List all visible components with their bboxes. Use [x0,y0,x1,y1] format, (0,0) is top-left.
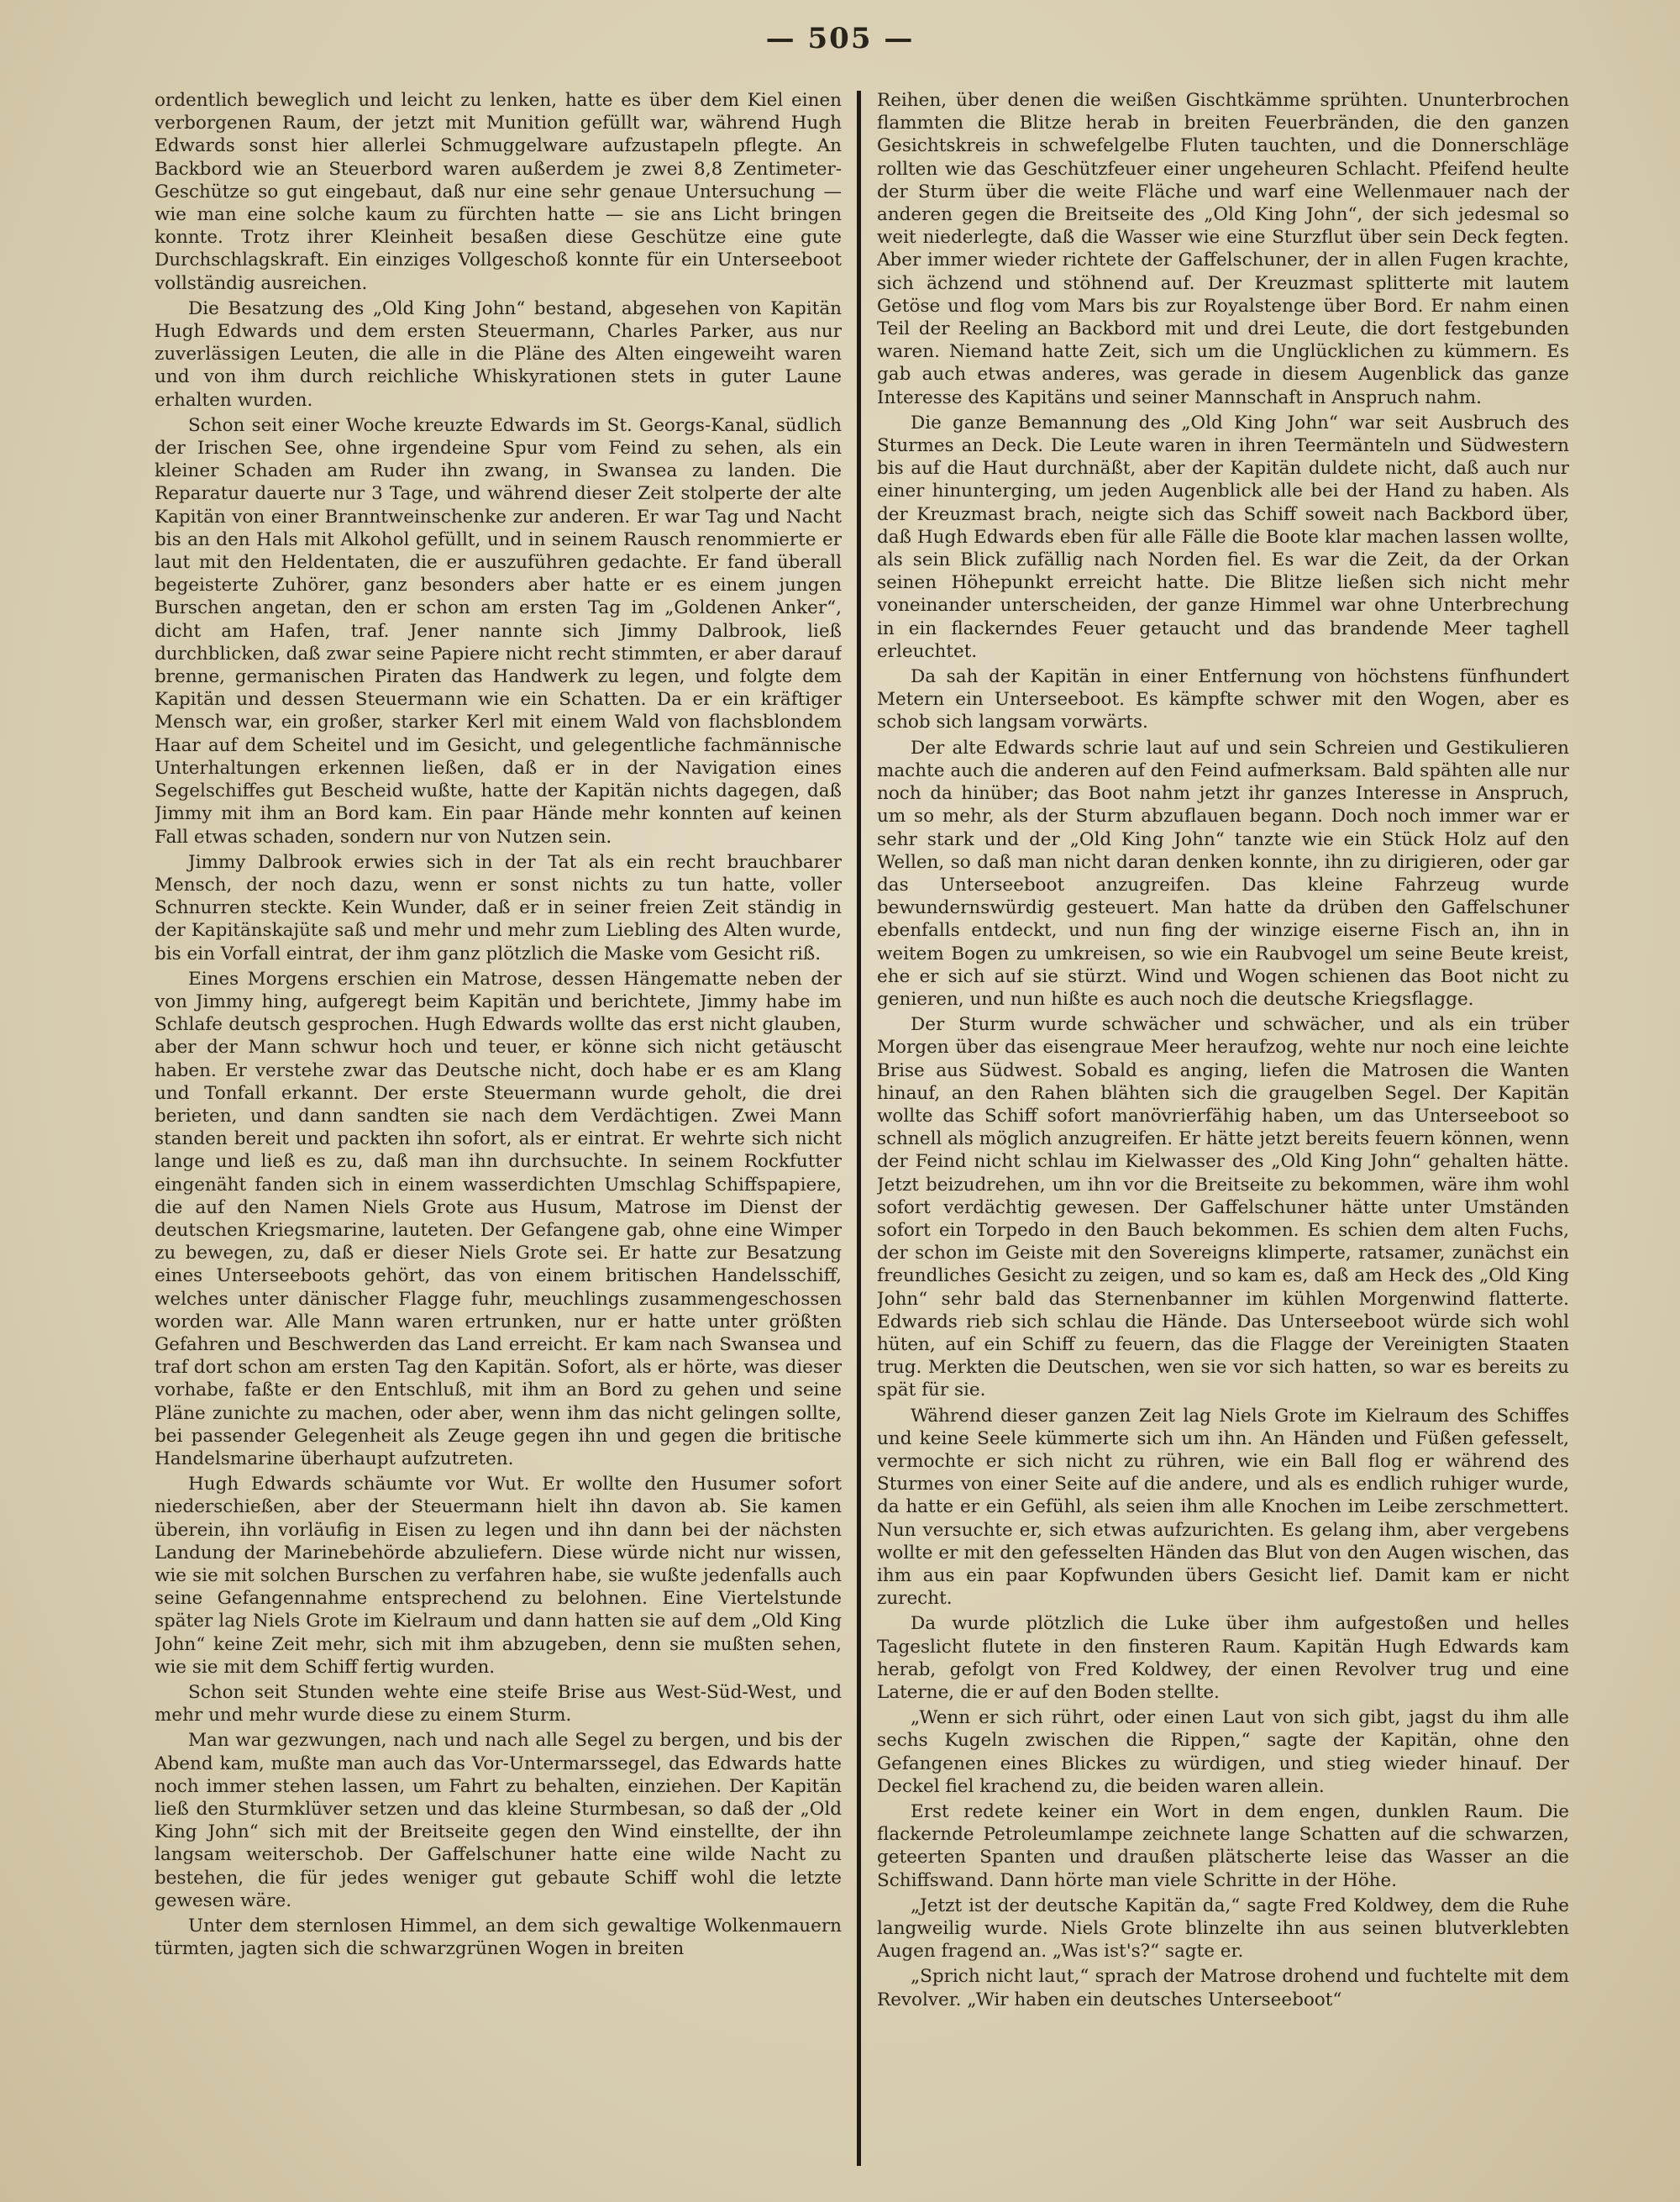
paragraph: „Jetzt ist der deutsche Kapitän da,“ sagte Fred Koldwey, dem die Ruhe langweilig wurde. Niels Grote blinzelte ihn aus seinen blutverklebten Augen fragend an. „Was ist's?“ sagte er. [877,1895,1569,1963]
text-column-left [155,89,842,2167]
paragraph: Reihen, über denen die weißen Gischtkämme sprühten. Ununterbrochen flammten die Blitze herab in breiten Feuerbränden, die den ganzen Gesichtskreis in schwefelgelbe Fluten tauchten, und die Donnerschläge rollten wie das Geschützfeuer einer ungeheuren Schlacht. Pfeifend heulte der Sturm über die weite Fläche und warf eine Wellenmauer nach der anderen gegen die Breitseite des „Old King John“, der sich jedesmal so weit niederlegte, daß die Wasser wie eine Sturzflut über sein Deck fegten. Aber immer wieder richtete der Gaffelschuner, der in allen Fugen krachte, sich ächzend und stöhnend auf. Der Kreuzmast splitterte mit lautem Getöse und flog vom Mars bis zur Royalstenge über Bord. Er nahm einen Teil der Reeling an Backbord mit und drei Leute, die dort festgebunden waren. Niemand hatte Zeit, sich um die Unglücklichen zu kümmern. Es gab auch etwas anderes, was gerade in diesem Augenblick das ganze Interesse des Kapitäns und seiner Mannschaft in Anspruch nahm. [877,90,1569,408]
paragraph: Der Sturm wurde schwächer und schwächer, und als ein trüber Morgen über das eisengraue Meer heraufzog, wehte nur noch eine leichte Brise aus Südwest. Sobald es anging, liefen die Matrosen die Wanten hinauf, an den Rahen blähten sich die graugelben Segel. Der Kapitän wollte das Schiff sofort manövrierfähig haben, um das Unterseeboot so schnell als möglich anzugreifen. Er hätte jetzt bereits feuern können, wenn der Feind nicht schlau im Kielwasser des „Old King John“ gehalten hätte. Jetzt beizudrehen, um ihn vor die Breitseite zu bekommen, wäre ihm wohl sofort verdächtig gewesen. Der Gaffelschuner hätte unter Umständen sofort ein Torpedo in den Bauch bekommen. Es schien dem alten Fuchs, der schon im Geiste mit den Sovereigns klimperte, ratsamer, zunächst ein freundliches Gesicht zu zeigen, und so kam es, daß am Heck des „Old King John“ sehr bald das Sternenbanner im kühlen Morgenwind flatterte. Edwards rieb sich schlau die Hände. Das Unterseeboot würde sich wohl hüten, auf ein Schiff zu feuern, das die Flagge der Vereinigten Staaten trug. Merkten die Deutschen, wen sie vor sich hatten, so war es bereits zu spät für sie. [877,1014,1569,1401]
paragraph: Eines Morgens erschien ein Matrose, dessen Hängematte neben der von Jimmy hing, aufgeregt beim Kapitän und berichtete, Jimmy habe im Schlafe deutsch gesprochen. Hugh Edwards wollte das erst nicht glauben, aber der Mann schwur hoch und teuer, er könne sich nicht getäuscht haben. Er verstehe zwar das Deutsche nicht, doch habe er es am Klang und Tonfall erkannt. Der erste Steuermann wurde geholt, die drei berieten, und dann sandten sie nach dem Verdächtigen. Zwei Mann standen bereit und packten ihn sofort, als er eintrat. Er wehrte sich nicht lange und ließ es zu, daß man ihn durchsuchte. In seinem Rockfutter eingenäht fanden sich in einem wasserdichten Umschlag Schiffspapiere, die auf den Namen Niels Grote aus Husum, Matrose im Dienst der deutschen Kriegsmarine, lauteten. Der Gefangene gab, ohne eine Wimper zu bewegen, zu, daß er dieser Niels Grote sei. Er hatte zur Besatzung eines Unterseeboots gehört, das von einem britischen Handelsschiff, welches unter dänischer Flagge fuhr, meuchlings zusammengeschossen worden war. Alle Mann waren ertrunken, nur er hatte unter größten Gefahren und Beschwerden das Land erreicht. Er kam nach Swansea und traf dort schon am ersten Tag den Kapitän. Sofort, als er hörte, was dieser vorhabe, faßte er den Entschluß, mit ihm an Bord zu gehen und seine Pläne zunichte zu machen, oder aber, wenn ihm das nicht gelingen sollte, bei passender Gelegenheit als Zeuge gegen ihn und gegen die britische Handelsmarine überhaupt aufzutreten. [155,968,842,1469]
paragraph: „Wenn er sich rührt, oder einen Laut von sich gibt, jagst du ihm alle sechs Kugeln zwischen die Rippen,“ sagte der Kapitän, ohne den Gefangenen eines Blickes zu würdigen, und stieg wieder hinauf. Der Deckel fiel krachend zu, die beiden waren allein. [877,1707,1569,1797]
page-number: — 505 — [765,22,915,55]
column-divider [857,91,861,2166]
paragraph: Die Besatzung des „Old King John“ bestand, abgesehen von Kapitän Hugh Edwards und dem ersten Steuermann, Charles Parker, aus nur zuverlässigen Leuten, die alle in die Pläne des Alten eingeweiht waren und von ihm durch reichliche Whiskyrationen stets in guter Laune erhalten wurden. [155,297,842,411]
paragraph: Schon seit einer Woche kreuzte Edwards im St. Georgs-Kanal, südlich der Irischen See, ohne irgendeine Spur vom Feind zu sehen, als ein kleiner Schaden am Ruder ihn zwang, in Swansea zu landen. Die Reparatur dauerte nur 3 Tage, und während dieser Zeit stolperte der alte Kapitän von einer Branntweinschenke zur anderen. Er war Tag und Nacht bis an den Hals mit Alkohol gefüllt, und in seinem Rausch renommierte er laut mit den Heldentaten, die er auszuführen gedachte. Er fand überall begeisterte Zuhörer, ganz besonders aber hatte er es einem jungen Burschen angetan, den er schon am ersten Tag im „Goldenen Anker“, dicht am Hafen, traf. Jener nannte sich Jimmy Dalbrook, ließ durchblicken, daß zwar seine Papiere nicht recht stimmten, er aber darauf brenne, germanischen Piraten das Handwerk zu legen, und folgte dem Kapitän und dessen Steuermann wie ein Schatten. Da er ein kräftiger Mensch war, ein großer, starker Kerl mit einem Wald von flachsblondem Haar auf dem Scheitel und im Gesicht, und gelegentliche fachmännische Unterhaltungen erkennen ließen, daß er in der Navigation eines Segelschiffes gut Bescheid wußte, hatte der Kapitän nichts dagegen, daß Jimmy mit ihm an Bord kam. Ein paar Hände mehr konnten auf keinen Fall etwas schaden, sondern nur von Nutzen sein. [155,414,842,848]
paragraph: Unter dem sternlosen Himmel, an dem sich gewaltige Wolkenmauern türmten, jagten sich die schwarzgrünen Wogen in breiten [155,1916,842,1960]
paragraph: Während dieser ganzen Zeit lag Niels Grote im Kielraum des Schiffes und keine Seele kümmerte sich um ihn. An Händen und Füßen gefesselt, vermochte er sich nicht zu rühren, wie ein Ball flog er während des Sturmes von einer Seite auf die andere, und als es endlich ruhiger wurde, da hatte er ein Gefühl, als seien ihm alle Knochen im Leibe zerschmettert. Nun versuchte er, sich etwas aufzurichten. Es gelang ihm, aber vergebens wollte er mit den gefesselten Händen das Blut von den Augen wischen, das ihm aus ein paar Kopfwunden übers Gesicht lief. Damit kam er nicht zurecht. [877,1405,1569,1610]
paragraph: Die ganze Bemannung des „Old King John“ war seit Ausbruch des Sturmes an Deck. Die Leute waren in ihren Teermänteln und Südwestern bis auf die Haut durchnäßt, aber der Kapitän duldete nicht, daß auch nur einer hinunterging, um jeden Augenblick alle bei der Hand zu haben. Als der Kreuzmast brach, neigte sich das Schiff soweit nach Backbord über, daß Hugh Edwards eben für alle Fälle die Boote klar machen lassen wollte, als sein Blick zufällig nach Norden fiel. Es war die Zeit, da der Orkan seinen Höhepunkt erreicht hatte. Die Blitze ließen sich nicht mehr voneinander unterscheiden, der ganze Himmel war ohne Unterbrechung in ein flackerndes Feuer getaucht und das brandende Meer taghell erleuchtet. [877,412,1569,662]
paragraph: ordentlich beweglich und leicht zu lenken, hatte es über dem Kiel einen verborgenen Raum, der jetzt mit Munition gefüllt war, während Hugh Edwards sonst hier allerlei Schmuggelware aufzustapeln pflegte. An Backbord wie an Steuerbord waren außerdem je zwei 8,8 Zentimeter-Geschütze so gut eingebaut, daß nur eine sehr genaue Untersuchung — wie man eine solche kaum zu fürchten hatte — sie ans Licht bringen konnte. Trotz ihrer Kleinheit besaßen diese Geschütze eine gute Durchschlagskraft. Ein einziges Vollgeschoß konnte für ein Unterseeboot vollständig ausreichen. [155,90,842,294]
paragraph: Jimmy Dalbrook erwies sich in der Tat als ein recht brauchbarer Mensch, der noch dazu, wenn er sonst nichts zu tun hatte, voller Schnurren steckte. Kein Wunder, daß er in seiner freien Zeit ständig in der Kapitänskajüte saß und mehr und mehr zum Liebling des Alten wurde, bis ein Vorfall eintrat, der ihm ganz plötzlich die Maske vom Gesicht riß. [155,851,842,964]
paragraph: Man war gezwungen, nach und nach alle Segel zu bergen, und bis der Abend kam, mußte man auch das Vor-Untermarssegel, das Edwards hatte noch immer stehen lassen, um Fahrt zu behalten, einziehen. Der Kapitän ließ den Sturmklüver setzen und das kleine Sturmbesan, so daß der „Old King John“ sich mit der Breitseite gegen den Wind einstellte, der ihn langsam weiterschob. Der Gaffelschuner hatte eine wilde Nacht zu bestehen, die für jedes weniger gut gebaute Schiff wohl die letzte gewesen wäre. [155,1730,842,1911]
paragraph: Erst redete keiner ein Wort in dem engen, dunklen Raum. Die flackernde Petroleumlampe zeichnete lange Schatten auf die schwarzen, geteerten Spanten und draußen plätscherte leise das Wasser an die Schiffswand. Dann hörte man viele Schritte in der Höhe. [877,1801,1569,1891]
paragraph: Da wurde plötzlich die Luke über ihm aufgestoßen und helles Tageslicht flutete in den finsteren Raum. Kapitän Hugh Edwards kam herab, gefolgt von Fred Koldwey, der einen Revolver trug und eine Laterne, die er auf den Boden stellte. [877,1613,1569,1704]
text-column-right [877,89,1569,2167]
paragraph: Hugh Edwards schäumte vor Wut. Er wollte den Husumer sofort niederschießen, aber der Steuermann hielt ihn davon ab. Sie kamen überein, ihn vorläufig in Eisen zu legen und ihn dann bei der nächsten Landung der Marinebehörde abzuliefern. Diese würde nicht nur wissen, wie sie mit solchen Burschen zu verfahren habe, sie wußte jedenfalls auch seine Gefangennahme entsprechend zu belohnen. Eine Viertelstunde später lag Niels Grote im Kielraum und dann hatten sie auf dem „Old King John“ keine Zeit mehr, sich mit ihm abzugeben, denn sie mußten sehen, wie sie mit dem Schiff fertig wurden. [155,1474,842,1678]
paragraph: Da sah der Kapitän in einer Entfernung von höchstens fünfhundert Metern ein Unterseeboot. Es kämpfte schwer mit den Wogen, aber es schob sich langsam vorwärts. [877,666,1569,733]
paragraph: Der alte Edwards schrie laut auf und sein Schreien und Gestikulieren machte auch die anderen auf den Feind aufmerksam. Bald spähten alle nur noch da hinüber; das Boot nahm jetzt ihr ganzes Interesse in Anspruch, um so mehr, als der Sturm abzuflauen begann. Doch noch immer war er sehr stark und der „Old King John“ tanzte wie ein Stück Holz auf den Wellen, so daß man nicht daran denken konnte, ihn zu dirigieren, oder gar das Unterseeboot anzugreifen. Das kleine Fahrzeug wurde bewundernswürdig gesteuert. Man hatte da drüben den Gaffelschuner ebenfalls entdeckt, und nun fing der winzige eiserne Fisch an, ihn in weitem Bogen zu umkreisen, so wie ein Raubvogel um seine Beute kreist, ehe er sich auf sie stürzt. Wind und Wogen schienen das Boot nicht zu genieren, und nun hißte es auch noch die deutsche Kriegsflagge. [877,737,1569,1010]
paragraph: Schon seit Stunden wehte eine steife Brise aus West-Süd-West, und mehr und mehr wurde diese zu einem Sturm. [155,1682,842,1726]
paragraph: „Sprich nicht laut,“ sprach der Matrose drohend und fuchtelte mit dem Revolver. „Wir haben ein deutsches Unterseeboot“ [877,1966,1569,2010]
